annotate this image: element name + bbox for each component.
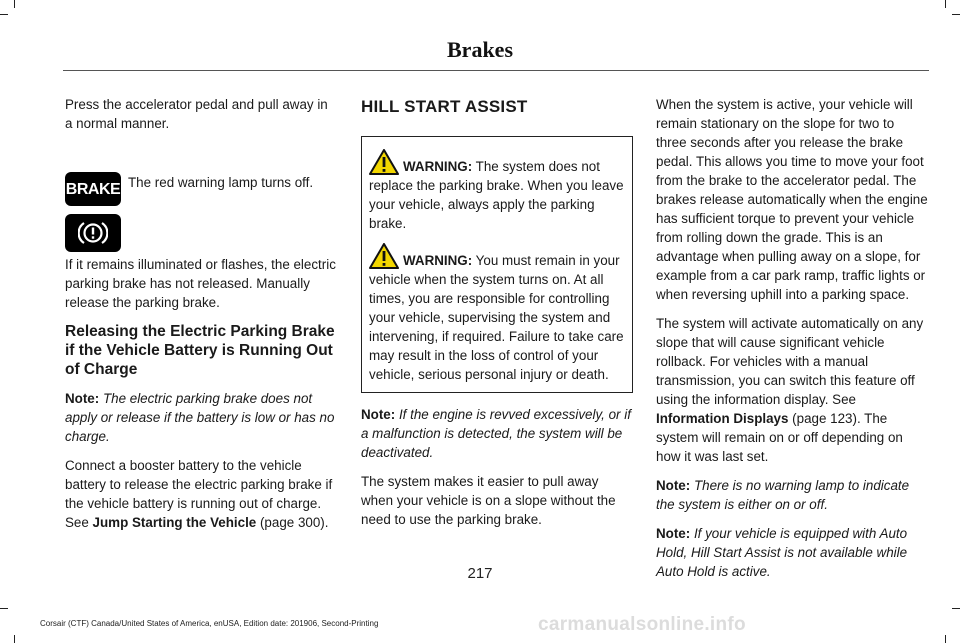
crop-mark xyxy=(952,14,960,15)
paragraph: If it remains illuminated or flashes, the electric parking brake has not released. Manually release the parking brake. xyxy=(65,257,336,310)
page-header-title: Brakes xyxy=(447,37,513,62)
paragraph-text: The system will activate automatically on any slope that will cause significant vehicle rollback. For vehicles with a manual transmission, you can switch this feature off using the information display. See xyxy=(656,316,924,407)
edition-footer: Corsair (CTF) Canada/United States of America, enUSA, Edition date: 201906, Second-Printing xyxy=(40,619,379,628)
warning-item xyxy=(369,149,625,233)
warning-triangle-icon xyxy=(369,243,399,269)
page-reference: (page 300). xyxy=(256,515,329,530)
note xyxy=(361,405,633,462)
page-reference: (page 123). The system will remain on or off depending on how it was last set. xyxy=(656,411,903,464)
warning-box xyxy=(361,136,633,393)
note-label: Note: xyxy=(656,526,691,541)
note-text: There is no warning lamp to indicate the system is either on or off. xyxy=(656,478,910,512)
crop-mark xyxy=(952,608,960,609)
paragraph: The system makes it easier to pull away when your vehicle is on a slope without the need to use the parking brake. xyxy=(361,474,616,527)
paragraph: When the system is active, your vehicle will remain stationary on the slope for two to three seconds after you release the brake pedal. This allows you time to move your foot from the brake to the accelerator pedal. The brakes release automatically when the engine has sufficient torque to prevent your vehicle from rolling down the grade. This is an advantage when pulling away on a slope, for example from a car park ramp, traffic lights or when reversing uphill into a parking space. xyxy=(656,97,928,302)
note-label: Note: xyxy=(361,407,396,422)
page-number: 217 xyxy=(467,565,493,582)
header-divider xyxy=(63,70,929,71)
warning-item xyxy=(369,243,625,384)
crop-mark xyxy=(0,608,8,609)
warning-label: WARNING: xyxy=(403,159,473,174)
lamp-description: The red warning lamp turns off. xyxy=(128,175,314,190)
note-text: The electric parking brake does not apply or release if the battery is low or has no charge. xyxy=(65,391,335,444)
crop-mark xyxy=(14,635,15,643)
column-left xyxy=(65,95,337,542)
warning-lamp-block xyxy=(65,133,337,245)
warning-triangle-icon xyxy=(369,149,399,175)
brake-circle-warning-lamp-icon xyxy=(65,214,121,252)
column-right xyxy=(656,95,928,591)
crop-mark xyxy=(945,635,946,643)
cross-reference-link[interactable]: Information Displays xyxy=(656,411,789,426)
note-text: If your vehicle is equipped with Auto Hold, Hill Start Assist is not available while Auto Hold is active. xyxy=(656,526,908,579)
paragraph xyxy=(65,456,337,532)
note xyxy=(65,389,337,446)
note-label: Note: xyxy=(65,391,100,406)
sub-heading: Releasing the Electric Parking Brake if the Vehicle Battery is Running Out of Charge xyxy=(65,323,335,378)
paragraph xyxy=(656,314,928,466)
warning-text: You must remain in your vehicle when the system turns on. At all times, you are responsible for controlling your vehicle, supervising the system and intervening, if required. Failure to take care may result in the loss of control of your vehicle, serious personal injury or death. xyxy=(369,253,624,382)
note-text: If the engine is revved excessively, or if a malfunction is detected, the system will be deactivated. xyxy=(361,407,631,460)
column-middle xyxy=(361,95,633,539)
crop-mark xyxy=(945,0,946,8)
watermark: carmanualsonline.info xyxy=(538,614,746,635)
crop-mark xyxy=(14,0,15,8)
crop-mark xyxy=(0,14,8,15)
note-label: Note: xyxy=(656,478,691,493)
section-heading: HILL START ASSIST xyxy=(361,97,528,116)
paragraph-text: Connect a booster battery to the vehicle battery to release the electric parking brake if the vehicle battery is running out of charge. See xyxy=(65,458,333,530)
cross-reference-link[interactable]: Jump Starting the Vehicle xyxy=(92,515,257,530)
brake-warning-lamp-icon: BRAKE xyxy=(65,172,121,206)
warning-text: The system does not replace the parking brake. When you leave your vehicle, always apply the parking brake. xyxy=(369,159,624,231)
warning-label: WARNING: xyxy=(403,253,473,268)
note xyxy=(656,476,928,514)
paragraph: Press the accelerator pedal and pull away in a normal manner. xyxy=(65,97,328,131)
